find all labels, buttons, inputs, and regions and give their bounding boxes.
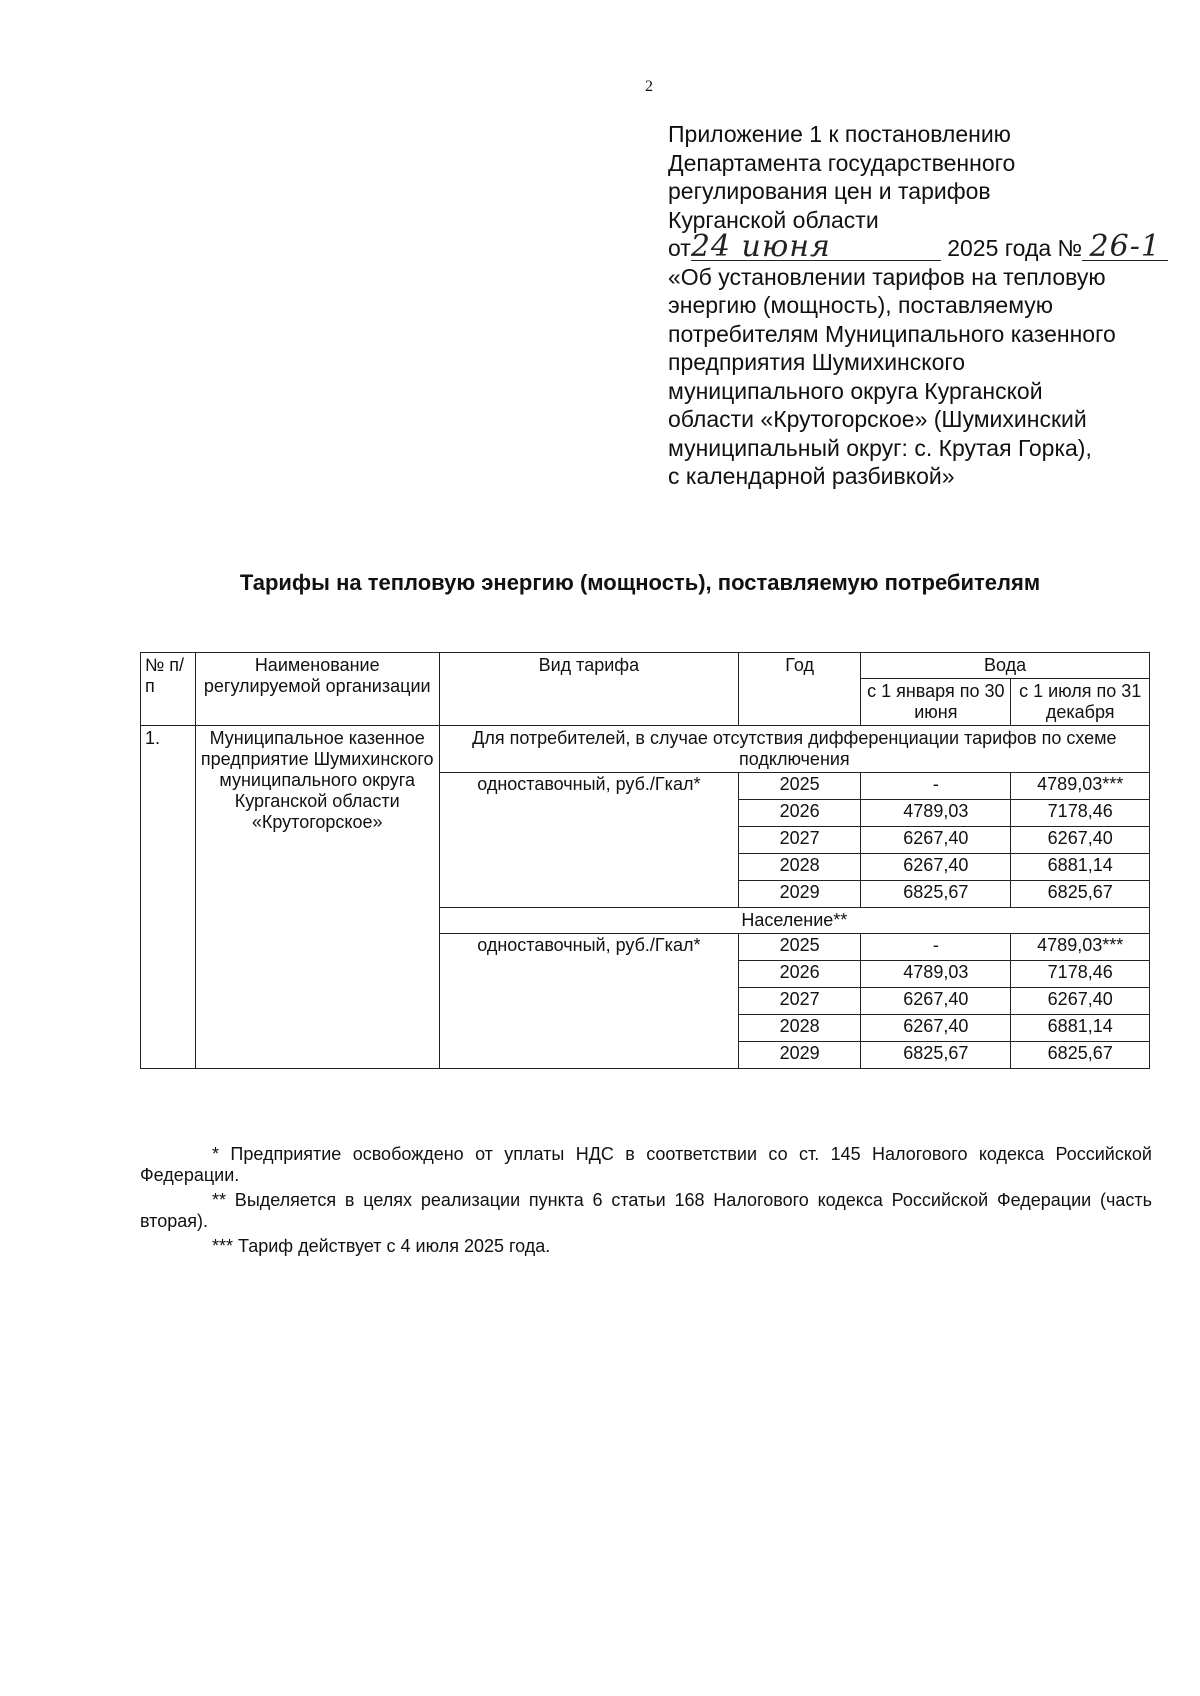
- appendix-line: Департамента государственного: [668, 149, 1016, 176]
- subject-line: муниципального округа Курганской: [668, 377, 1043, 404]
- second-half-value: 7178,46: [1011, 800, 1150, 827]
- page-number: 2: [645, 78, 653, 95]
- year-cell: 2028: [739, 1015, 861, 1042]
- year-cell: 2025: [739, 773, 861, 800]
- second-half-value: 4789,03***: [1011, 773, 1150, 800]
- document-title: Тарифы на тепловую энергию (мощность), поставляемую потребителям: [239, 570, 1041, 595]
- header-year: Год: [739, 653, 861, 726]
- group-title: Население**: [439, 908, 1149, 934]
- footnote-vat: * Предприятие освобождено от уплаты НДС в соответствии со ст. 145 Налогового кодекса Российской Федерации.: [140, 1144, 1152, 1185]
- date-field: [690, 229, 941, 264]
- second-half-value: 6881,14: [1011, 854, 1150, 881]
- first-half-value: 6267,40: [861, 854, 1011, 881]
- first-half-value: 4789,03: [861, 800, 1011, 827]
- row-number: 1.: [141, 726, 196, 1069]
- first-half-value: -: [861, 773, 1011, 800]
- footnote-effective-date: *** Тариф действует с 4 июля 2025 года.: [212, 1236, 551, 1256]
- year-cell: 2029: [739, 1042, 861, 1069]
- number-field: [1082, 229, 1168, 264]
- year-cell: 2028: [739, 854, 861, 881]
- subject-line: области «Крутогорское» (Шумихинский: [668, 406, 1087, 432]
- header-water: Вода: [861, 653, 1150, 679]
- year-cell: 2029: [739, 881, 861, 908]
- appendix-line: регулирования цен и тарифов: [668, 178, 991, 204]
- handwritten-number: 26-1: [1089, 229, 1161, 264]
- header-organization: Наименование регулируемой организации: [195, 653, 439, 726]
- second-half-value: 6267,40: [1011, 988, 1150, 1015]
- year-text: 2025 года №: [947, 235, 1083, 261]
- appendix-header: [668, 120, 1161, 491]
- footnotes: [140, 1144, 1152, 1261]
- tariff-type: одноставочный, руб./Гкал*: [439, 773, 738, 908]
- table-header-row: [141, 653, 1150, 679]
- first-half-value: 6267,40: [861, 988, 1011, 1015]
- group-title-row: [141, 726, 1150, 773]
- handwritten-date: 24 июня: [690, 229, 831, 264]
- first-half-value: -: [861, 934, 1011, 961]
- year-cell: 2027: [739, 827, 861, 854]
- group-title: Для потребителей, в случае отсутствия дифференциации тарифов по схеме подключения: [439, 726, 1149, 773]
- appendix-line: Курганской области: [668, 206, 879, 233]
- subject-line: предприятия Шумихинского: [668, 349, 966, 375]
- header-num: № п/п: [141, 653, 196, 726]
- second-half-value: 7178,46: [1011, 961, 1150, 988]
- year-cell: 2026: [739, 800, 861, 827]
- from-label: от: [668, 235, 691, 261]
- year-cell: 2026: [739, 961, 861, 988]
- subject-line: с календарной разбивкой»: [668, 463, 955, 489]
- first-half-value: 6267,40: [861, 827, 1011, 854]
- header-tariff-type: Вид тарифа: [439, 653, 738, 726]
- first-half-value: 4789,03: [861, 961, 1011, 988]
- appendix-date-line: [668, 229, 1161, 264]
- year-cell: 2027: [739, 988, 861, 1015]
- subject-line: потребителям Муниципального казенного: [668, 320, 1116, 347]
- first-half-value: 6825,67: [861, 1042, 1011, 1069]
- second-half-value: 6881,14: [1011, 1015, 1150, 1042]
- subject-line: муниципальный округ: с. Крутая Горка),: [668, 434, 1092, 461]
- organization-name: Муниципальное казенное предприятие Шумихинского муниципального округа Курганской области «Крутогорское»: [195, 726, 439, 1069]
- first-half-value: 6267,40: [861, 1015, 1011, 1042]
- tariff-table: [140, 652, 1150, 1069]
- year-cell: 2025: [739, 934, 861, 961]
- header-first-half: с 1 января по 30 июня: [861, 679, 1011, 726]
- second-half-value: 6825,67: [1011, 881, 1150, 908]
- second-half-value: 4789,03***: [1011, 934, 1150, 961]
- subject-line: «Об установлении тарифов на тепловую: [668, 263, 1106, 290]
- footnote-population: ** Выделяется в целях реализации пункта 6 статьи 168 Налогового кодекса Российской Федерации (часть вторая).: [140, 1190, 1152, 1231]
- tariff-type: одноставочный, руб./Гкал*: [439, 934, 738, 1069]
- second-half-value: 6267,40: [1011, 827, 1150, 854]
- first-half-value: 6825,67: [861, 881, 1011, 908]
- second-half-value: 6825,67: [1011, 1042, 1150, 1069]
- appendix-line: Приложение 1 к постановлению: [668, 121, 1011, 147]
- subject-line: энергию (мощность), поставляемую: [668, 292, 1054, 318]
- header-second-half: с 1 июля по 31 декабря: [1011, 679, 1150, 726]
